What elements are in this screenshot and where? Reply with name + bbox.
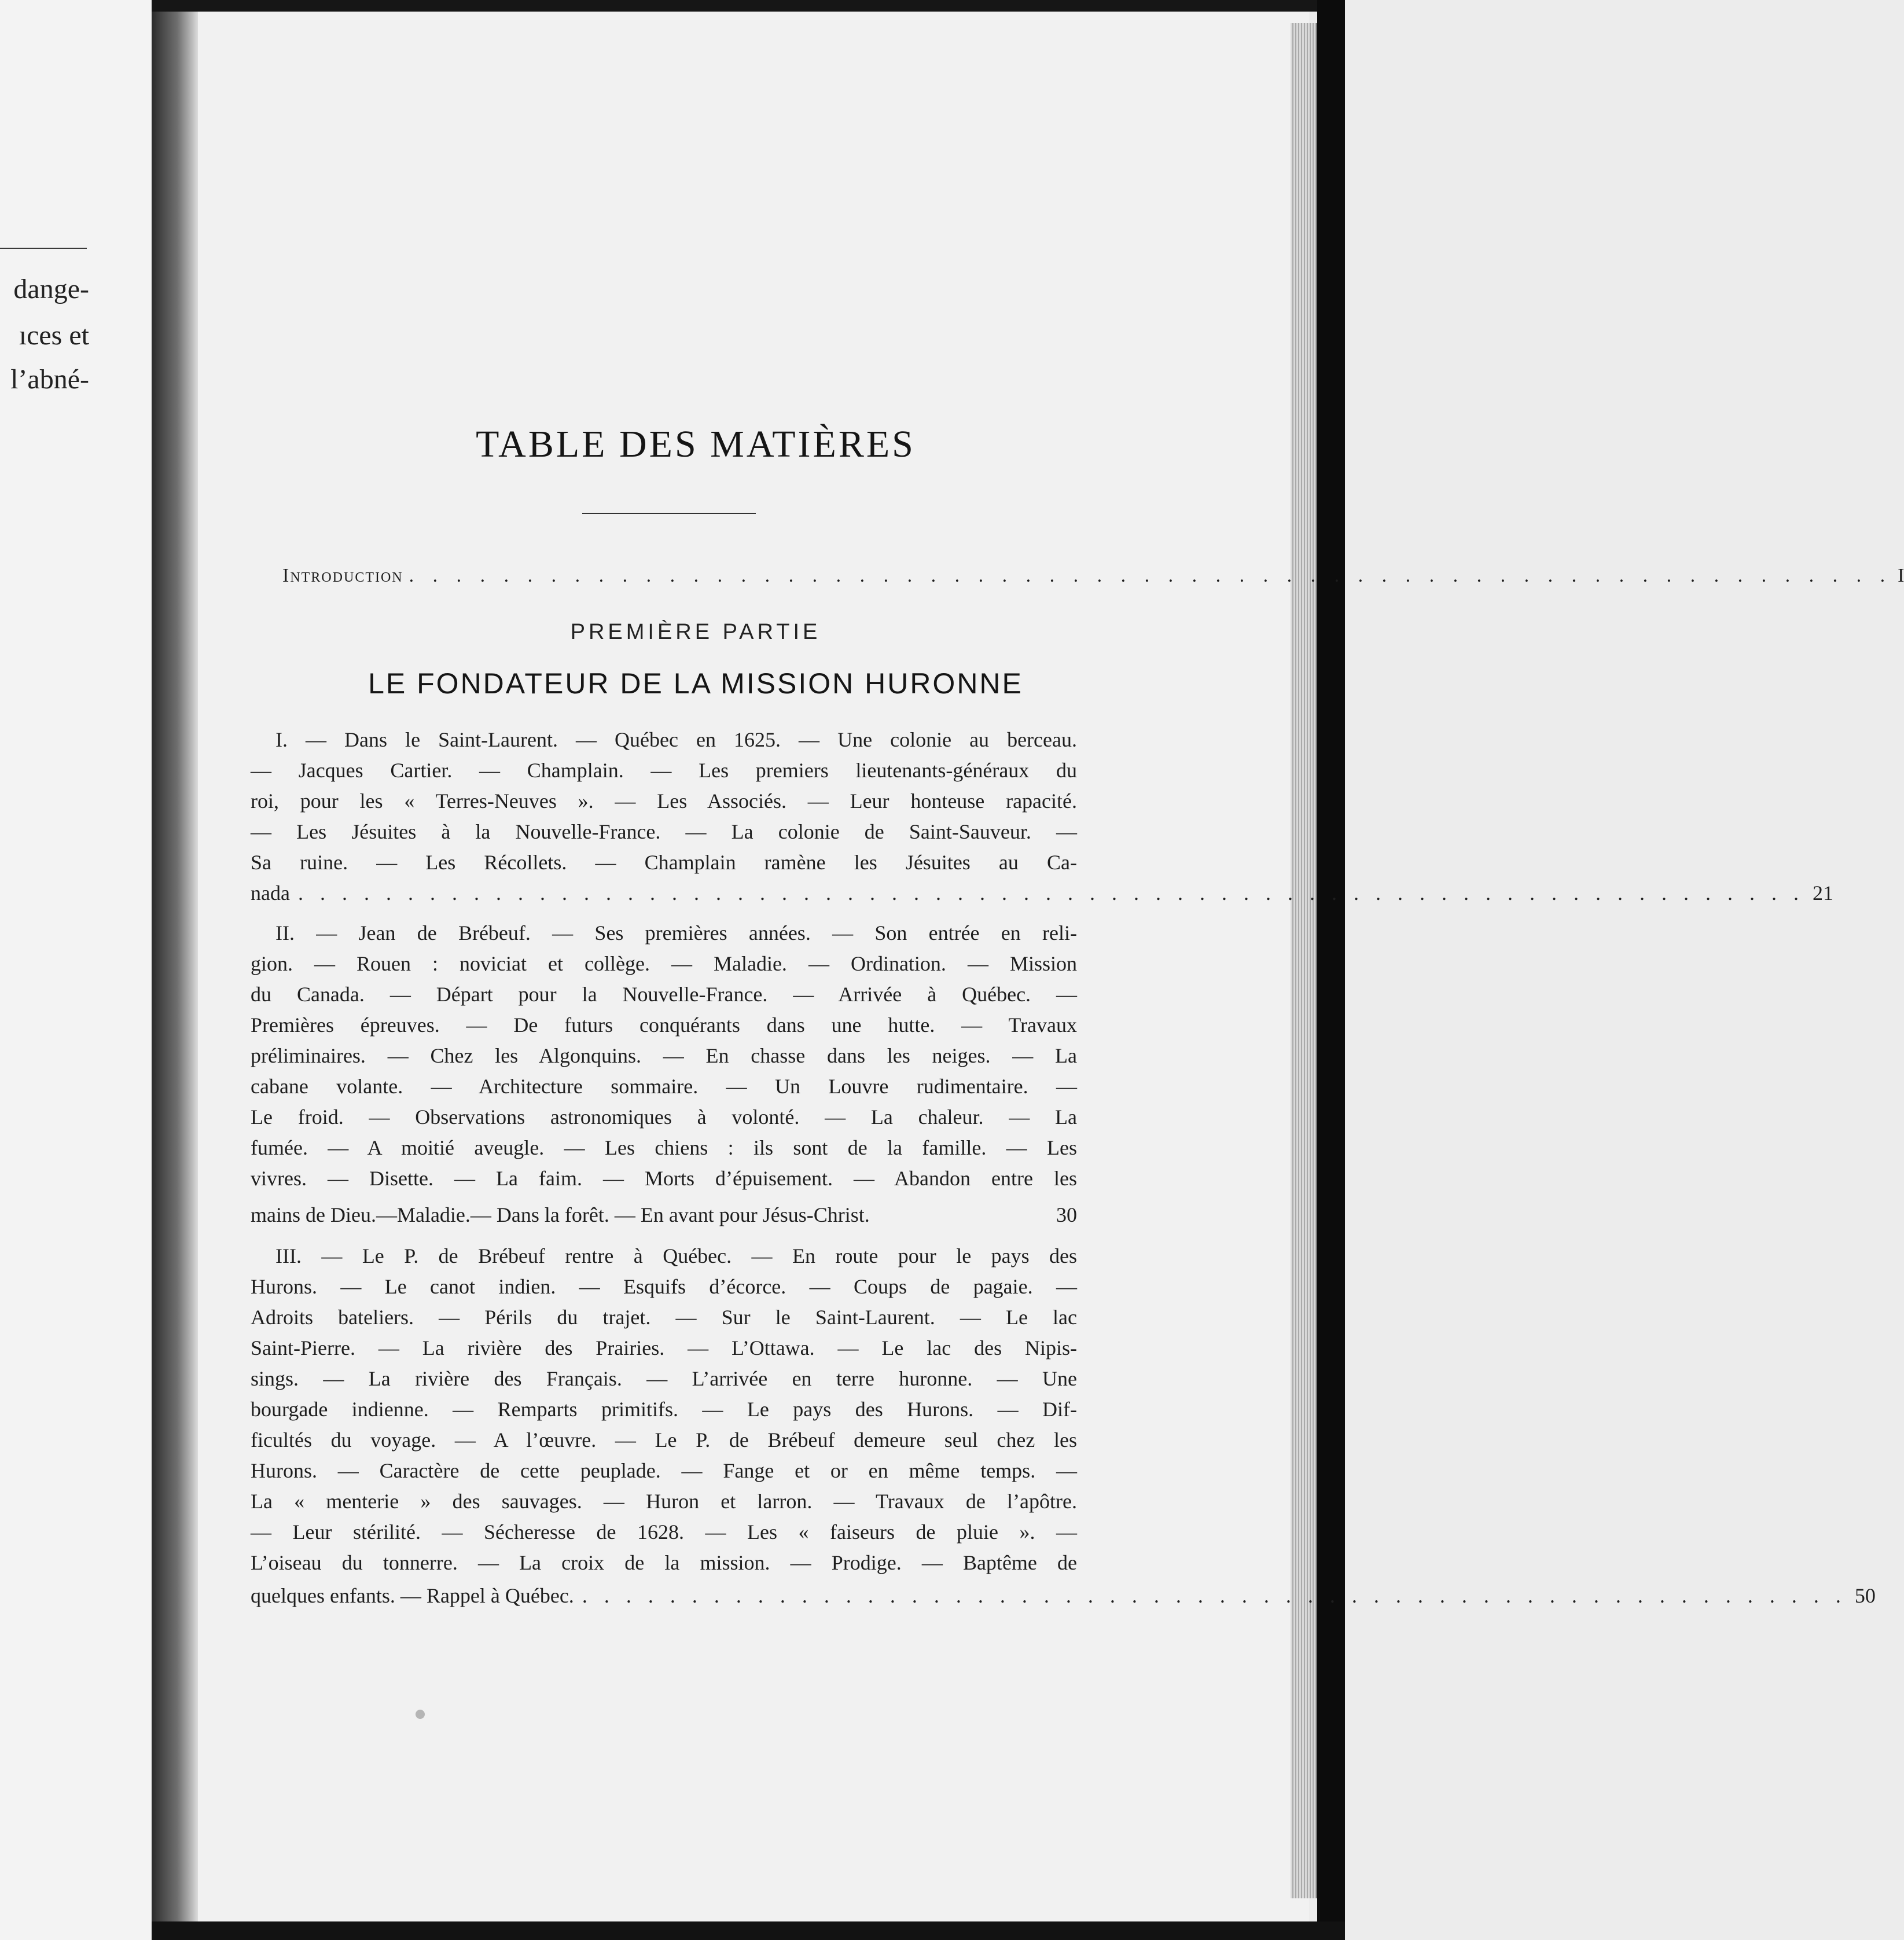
toc-line: gion. — Rouen : noviciat et collège. — Maladie. — Ordination. — Mission [251,952,1077,975]
page-title: TABLE DES MATIÈRES [476,423,916,465]
leader-dots: . . . . . . . . . . . . . . . . . . . . . . . . . . . . . . . . . . . . . . . . . . . . . . . . . . . . . . . . . . . . . . . . . . . . . [297,881,1804,905]
toc-line: bourgade indienne. — Remparts primitifs. — Le pays des Hurons. — Dif- [251,1398,1077,1421]
leader-dots [878,1200,1048,1230]
toc-line: ficultés du voyage. — A l’œuvre. — Le P. de Brébeuf demeure seul chez les [251,1428,1077,1452]
previous-page [0,0,153,1940]
toc-line-last [251,1200,1077,1230]
toc-line: préliminaires. — Chez les Algonquins. — En chasse dans les neiges. — La [251,1044,1077,1067]
toc-line: L’oiseau du tonnerre. — La croix de la mission. — Prodige. — Baptême de [251,1551,1077,1574]
toc-line: III. — Le P. de Brébeuf rentre à Québec. — En route pour le pays des [275,1244,1077,1267]
toc-line: du Canada. — Départ pour la Nouvelle-France. — Arrivée à Québec. — [251,983,1077,1006]
scan-border-bottom [152,1921,1345,1940]
page-edges [1291,23,1317,1898]
toc-entry-page: I [1898,565,1904,586]
toc-entry-introduction [282,565,1904,586]
toc-line: sings. — La rivière des Français. — L’arrivée en terre huronne. — Une [251,1367,1077,1390]
toc-entry-label: Introduction [282,565,403,586]
toc-line-text: nada [251,881,290,905]
scan-border-right [1317,0,1345,1940]
title-rule [582,513,756,514]
toc-line: I. — Dans le Saint-Laurent. — Québec en 1625. — Une colonie au berceau. [275,728,1077,751]
left-page-line: l’abné- [10,364,89,395]
leader-dots: . . . . . . . . . . . . . . . . . . . . . . . . . . . . . . . . . . . . . . . . . . . . . . . . . . . . . . . . . . [582,1584,1847,1607]
scan-border-top [152,0,1345,12]
toc-line-text: mains de Dieu.—Maladie.— Dans la forêt. — En avant pour Jésus-Christ. [251,1203,870,1226]
toc-line-last [251,878,1833,908]
toc-line: — Leur stérilité. — Sécheresse de 1628. — Les « faiseurs de pluie ». — [251,1520,1077,1544]
toc-line-text: quelques enfants. — Rappel à Québec. [251,1584,574,1607]
toc-line: roi, pour les « Terres-Neuves ». — Les Associés. — Leur honteuse rapacité. [251,789,1077,813]
paper-blemish [416,1710,425,1719]
toc-line: La « menterie » des sauvages. — Huron et larron. — Travaux de l’apôtre. [251,1490,1077,1513]
left-page-line: ıces et [19,320,89,351]
toc-line: — Jacques Cartier. — Champlain. — Les premiers lieutenants-généraux du [251,759,1077,782]
toc-line: Le froid. — Observations astronomiques à volonté. — La chaleur. — La [251,1105,1077,1129]
leader-dots: . . . . . . . . . . . . . . . . . . . . . . . . . . . . . . . . . . . . . . . . . . . . . . . . . . . . . . . . . . . . . . . [409,565,1892,586]
toc-line: Saint-Pierre. — La rivière des Prairies. — L’Ottawa. — Le lac des Nipis- [251,1336,1077,1360]
book-gutter [152,12,198,1921]
toc-line: Hurons. — Le canot indien. — Esquifs d’écorce. — Coups de pagaie. — [251,1275,1077,1298]
part-title: LE FONDATEUR DE LA MISSION HURONNE [368,667,1023,700]
toc-line: — Les Jésuites à la Nouvelle-France. — La colonie de Saint-Sauveur. — [251,820,1077,843]
toc-entry-page: 50 [1854,1584,1876,1607]
toc-line: cabane volante. — Architecture sommaire. — Un Louvre rudimentaire. — [251,1075,1077,1098]
left-page-rule [0,248,87,249]
toc-entry-page: 30 [1056,1203,1077,1226]
toc-line: Adroits bateliers. — Périls du trajet. — Sur le Saint-Laurent. — Le lac [251,1306,1077,1329]
toc-line: Sa ruine. — Les Récollets. — Champlain ramène les Jésuites au Ca- [251,851,1077,874]
toc-line-last [251,1581,1876,1611]
toc-entry-page: 21 [1812,881,1833,905]
toc-line: vivres. — Disette. — La faim. — Morts d’épuisement. — Abandon entre les [251,1167,1077,1190]
left-page-line: dange- [13,274,89,304]
toc-line: fumée. — A moitié aveugle. — Les chiens : ils sont de la famille. — Les [251,1136,1077,1159]
toc-line: II. — Jean de Brébeuf. — Ses premières années. — Son entrée en reli- [275,921,1077,945]
part-label: PREMIÈRE PARTIE [570,620,821,644]
toc-line: Hurons. — Caractère de cette peuplade. — Fange et or en même temps. — [251,1459,1077,1482]
toc-line: Premières épreuves. — De futurs conquérants dans une hutte. — Travaux [251,1013,1077,1037]
